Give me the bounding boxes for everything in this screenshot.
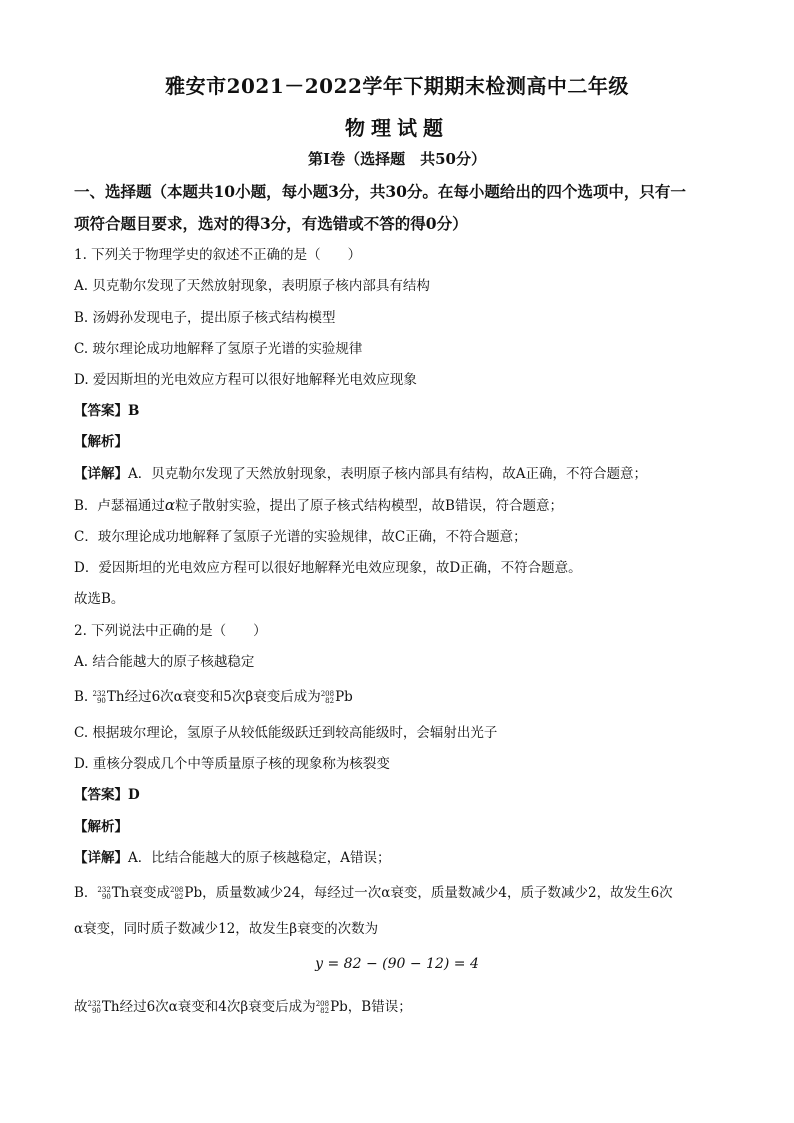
q1-option-d: D. 爱因斯坦的光电效应方程可以很好地解释光电效应现象 bbox=[74, 372, 417, 388]
th-symbol: Th bbox=[106, 689, 125, 705]
pb-mass: 208 bbox=[320, 689, 335, 698]
q1-detail-a-text: A．贝克勒尔发现了天然放射现象，表明原子核内部具有结构，故A正确，不符合题意； bbox=[128, 466, 647, 482]
q2-detail-b-line2: α衰变，同时质子数减少12，故发生β衰变的次数为 bbox=[74, 921, 379, 937]
q2-detail-b bbox=[74, 884, 673, 902]
q1-detail-b-prefix: B．卢瑟福通过 bbox=[74, 498, 165, 514]
q2-last-prefix: 故 bbox=[74, 999, 88, 1015]
th-z: 90 bbox=[101, 892, 111, 901]
pb-mass: 208 bbox=[315, 999, 330, 1008]
q1-detail-d: D．爱因斯坦的光电效应方程可以很好地解释光电效应现象，故D正确，不符合题意。 bbox=[74, 560, 582, 576]
th-z: 90 bbox=[96, 696, 106, 705]
lead-nuclide bbox=[170, 884, 202, 902]
q2-stem: 2. 下列说法中正确的是（ ） bbox=[74, 623, 267, 639]
th-mass: 232 bbox=[92, 689, 106, 698]
beta-decay-formula: y = 82 − (90 − 12) = 4 bbox=[315, 956, 479, 972]
q2-detail-tag: 【详解】 bbox=[74, 850, 128, 866]
q2-detail-a-text: A．比结合能越大的原子核越稳定，A错误； bbox=[128, 850, 391, 866]
q2-option-b bbox=[74, 688, 353, 706]
q2-last-mid: 经过6次α衰变和4次β衰变后成为 bbox=[119, 999, 316, 1015]
th-symbol: Th bbox=[111, 885, 130, 901]
q2-detail-b-suffix: ，质量数减少24，每经过一次α衰变，质量数减少4，质子数减少2，故发生6次 bbox=[202, 885, 673, 901]
section-heading-line1: 一、选择题（本题共10小题，每小题3分，共30分。在每小题给出的四个选项中，只有一 bbox=[74, 182, 686, 201]
pb-symbol: Pb bbox=[184, 885, 203, 901]
pb-symbol: Pb bbox=[335, 689, 353, 705]
q1-detail-a bbox=[74, 465, 647, 483]
q2-option-d: D. 重核分裂成几个中等质量原子核的现象称为核裂变 bbox=[74, 756, 390, 772]
q2-detail-last bbox=[74, 998, 412, 1016]
th-symbol: Th bbox=[101, 999, 120, 1015]
exam-subtitle: 物理试题 bbox=[345, 116, 449, 140]
q1-conclusion: 故选B。 bbox=[74, 591, 125, 607]
q1-analysis: 【解析】 bbox=[74, 434, 128, 450]
q2-detail-b-prefix: B． bbox=[74, 885, 98, 901]
q2-option-b-mid: 经过6次α衰变和5次β衰变后成为 bbox=[124, 689, 321, 705]
th-z: 90 bbox=[91, 1006, 101, 1015]
alpha-symbol: α bbox=[164, 496, 176, 514]
pb-z: 82 bbox=[174, 892, 184, 901]
q1-option-c: C. 玻尔理论成功地解释了氢原子光谱的实验规律 bbox=[74, 341, 363, 357]
pb-z: 82 bbox=[320, 1006, 330, 1015]
pb-symbol: Pb bbox=[330, 999, 348, 1015]
q1-detail-b bbox=[74, 496, 563, 515]
q2-option-c: C. 根据玻尔理论，氢原子从较低能级跃迁到较高能级时，会辐射出光子 bbox=[74, 725, 498, 741]
q2-answer: 【答案】D bbox=[74, 787, 140, 803]
q1-option-b: B. 汤姆孙发现电子，提出原子核式结构模型 bbox=[74, 310, 336, 326]
lead-nuclide bbox=[316, 998, 348, 1016]
q2-detail-a bbox=[74, 849, 391, 867]
exam-title: 雅安市2021－2022学年下期期末检测高中二年级 bbox=[165, 74, 629, 98]
q2-detail-b-mid: 衰变成 bbox=[129, 885, 170, 901]
lead-nuclide bbox=[321, 688, 353, 706]
q2-option-b-prefix: B. bbox=[74, 689, 89, 705]
section-heading-line2: 项符合题目要求，选对的得3分，有选错或不答的得0分） bbox=[74, 214, 468, 233]
q2-analysis: 【解析】 bbox=[74, 819, 128, 835]
q1-detail-b-suffix: 粒子散射实验，提出了原子核式结构模型，故B错误，符合题意； bbox=[175, 498, 563, 514]
th-mass: 232 bbox=[87, 999, 101, 1008]
thorium-nuclide bbox=[97, 884, 129, 902]
q1-answer: 【答案】B bbox=[74, 403, 140, 419]
q1-stem: 1. 下列关于物理学史的叙述不正确的是（ ） bbox=[74, 247, 362, 263]
exam-part: 第Ⅰ卷（选择题 共50分） bbox=[308, 150, 486, 168]
q1-detail-c: C．玻尔理论成功地解释了氢原子光谱的实验规律，故C正确，不符合题意； bbox=[74, 529, 527, 545]
thorium-nuclide bbox=[88, 998, 120, 1016]
thorium-nuclide bbox=[93, 688, 125, 706]
pb-mass: 208 bbox=[170, 885, 184, 894]
q2-option-a: A. 结合能越大的原子核越稳定 bbox=[74, 654, 255, 670]
q1-detail-tag: 【详解】 bbox=[74, 466, 128, 482]
pb-z: 82 bbox=[325, 696, 335, 705]
section-heading bbox=[74, 176, 724, 240]
q1-option-a: A. 贝克勒尔发现了天然放射现象，表明原子核内部具有结构 bbox=[74, 278, 430, 294]
q2-last-suffix: ，B错误； bbox=[347, 999, 412, 1015]
th-mass: 232 bbox=[97, 885, 111, 894]
